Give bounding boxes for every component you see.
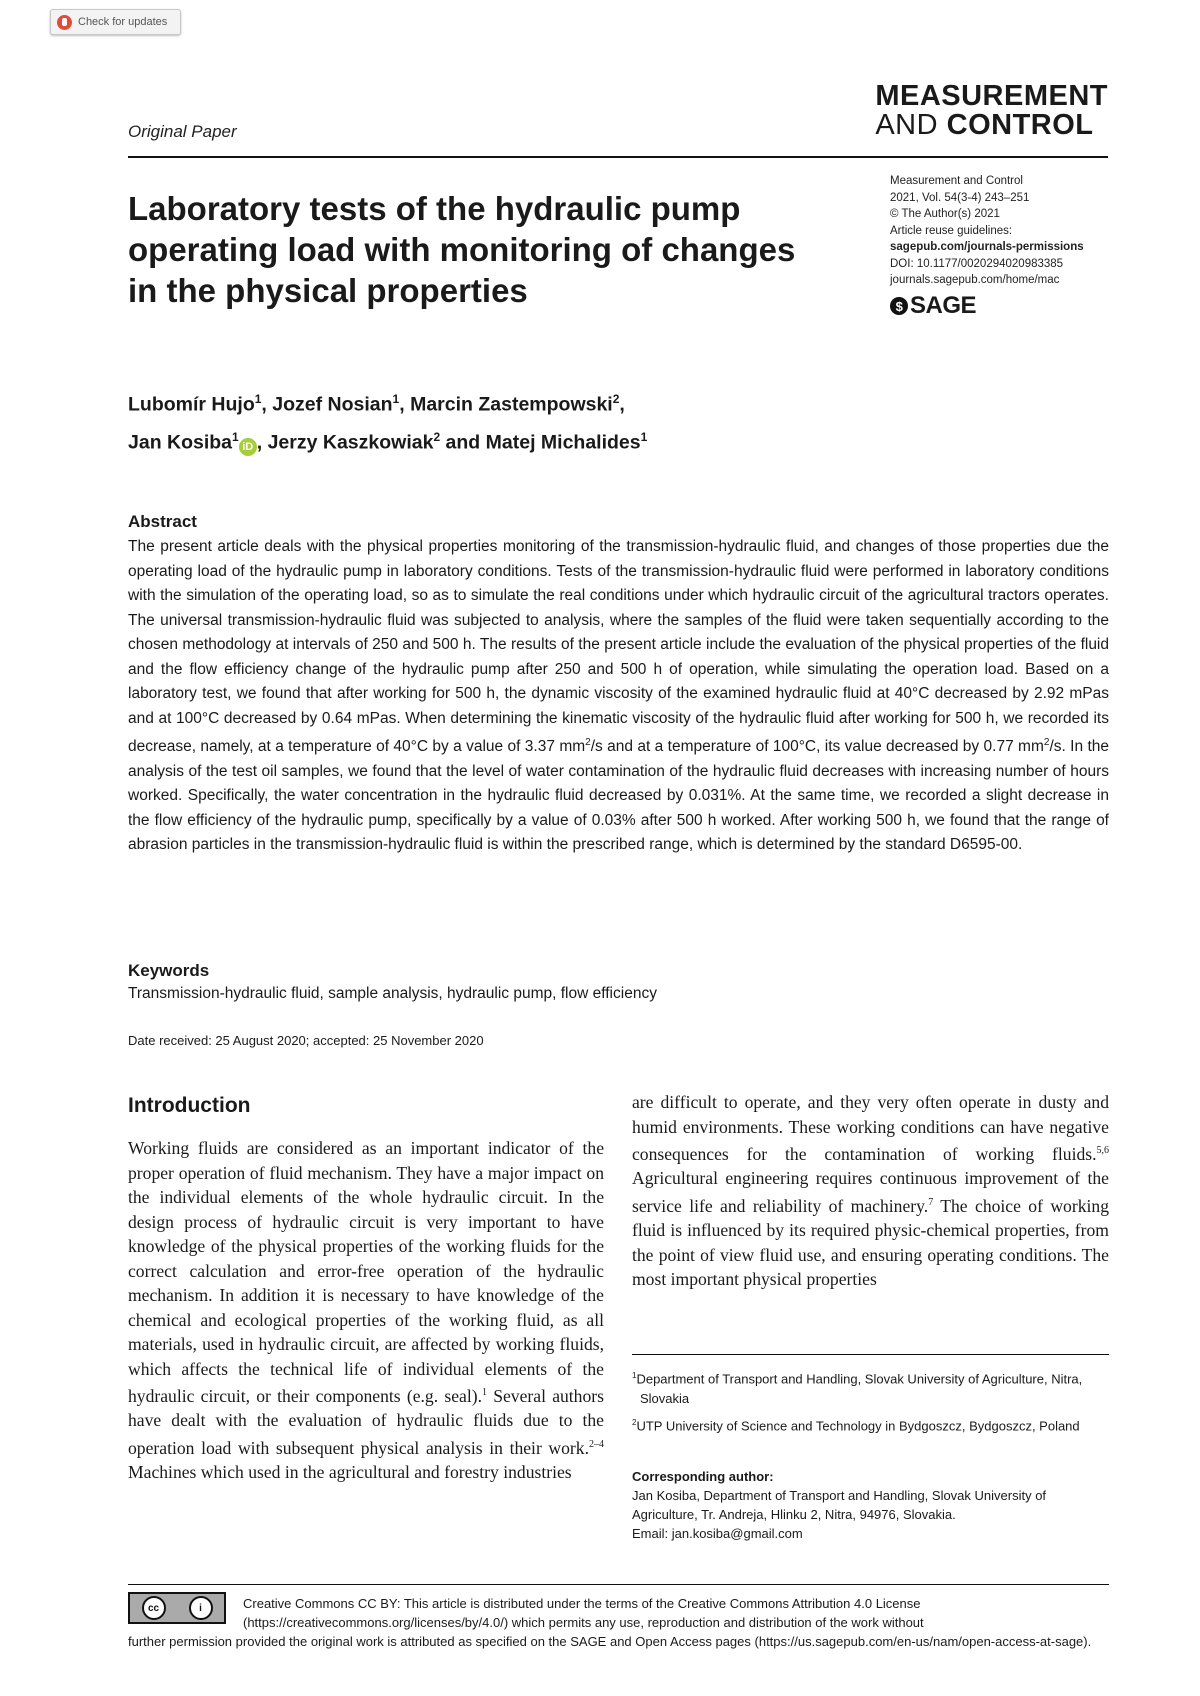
article-type: Original Paper [128, 122, 237, 141]
license-line1: Creative Commons CC BY: This article is distributed under the terms of the Creative Commons Attribution 4.0 License (https://creativecommons.org/licenses/by/4.0/) which permits any use, reproduction and distribution of the work without [243, 1596, 924, 1630]
journal-logo-line2 [875, 111, 1108, 140]
author-name: Lubomír Hujo [128, 393, 255, 416]
journal-logo-control: CONTROL [946, 109, 1094, 141]
body-text: are difficult to operate, and they very often operate in dusty and humid environments. These working conditions can have negative consequences for the contamination of working fluids. [632, 1092, 1109, 1164]
meta-reuse-heading: Article reuse guidelines: [890, 224, 1013, 237]
abstract-text: The present article deals with the physical properties monitoring of the transmission-hydraulic fluid, and changes of those properties due the operating load of the hydraulic pump in laboratory conditions. Tests of the transmission-hydraulic fluid were performed in laboratory conditions with the simulation of the operating load, so as to simulate the real conditions under which hydraulic circuit of the agricultural tractors operates. The universal transmission-hydraulic fluid was subjected to analysis, where the samples of the fluid were taken sequentially according to the chosen methodology at intervals of 250 and 500 h. The results of the present article include the evaluation of the physical properties of the fluid and the flow efficiency change of the hydraulic pump after 250 and 500 h of operation, while simulating the operation load. Based on a laboratory test, we found that after working for 500 h, the dynamic viscosity of the examined hydraulic fluid at 40°C decreased by 2.92 mPas and at 100°C decreased by 0.64 mPas. When determining the kinematic viscosity of the hydraulic fluid after working for 500 h, we recorded its decrease, namely, at a temperature of 40°C by a value of 3.37 mm [128, 538, 1109, 756]
meta-copyright: © The Author(s) 2021 [890, 208, 1000, 220]
orcid-icon[interactable]: iD [239, 438, 257, 456]
abstract-body [128, 535, 1109, 858]
meta-volume: 2021, Vol. 54(3-4) 243–251 [890, 191, 1030, 204]
footnote-divider [632, 1354, 1109, 1355]
cc-icon: cc [142, 1596, 166, 1620]
check-for-updates-button[interactable] [50, 9, 181, 35]
footnote-text: Department of Transport and Handling, Slovak University of Agriculture, Nitra, Slovakia [636, 1371, 1083, 1407]
citation-ref[interactable]: 2–4 [589, 1438, 604, 1450]
paper-title: Laboratory tests of the hydraulic pump operating load with monitoring of changes in the physical properties [128, 190, 796, 309]
author-affiliation: 1 [392, 392, 400, 406]
author-affiliation: 1 [640, 429, 648, 444]
body-text: The choice of working fluid is influenced by its required physic-chemical properties, from the point of view fluid use, and ensuring operating conditions. The most important physical properties [632, 1195, 1109, 1290]
dates-received: Date received: 25 August 2020; accepted: 25 November 2020 [128, 1033, 484, 1048]
superscript: 2 [585, 737, 591, 748]
body-text: Agricultural engineering requires continuous improvement of the service life and reliability of machinery. [632, 1168, 1109, 1216]
bookmark-icon [57, 15, 72, 30]
author-name: Jozef Nosian [272, 393, 393, 416]
by-icon: i [189, 1596, 213, 1620]
header-divider [128, 156, 1108, 158]
author-name: Matej Michalides [485, 431, 641, 453]
introduction-right-column [632, 1090, 1109, 1292]
meta-journal: Measurement and Control [890, 175, 1023, 187]
footnote-number: 1 [632, 1371, 637, 1380]
meta-doi[interactable]: DOI: 10.1177/0020294020983385 [890, 257, 1064, 270]
license-line2: further permission provided the original work is attributed as specified on the SAGE and Open Access pages (https://us.sagepub.com/en-us/nam/open-access-at-sage). [128, 1634, 1092, 1649]
body-text: Several authors have dealt with the evaluation of hydraulic fluids due to the operation load with subsequent physical analysis in their work. [128, 1385, 604, 1458]
journal-logo-and: AND [875, 109, 947, 141]
citation-ref[interactable]: 1 [481, 1387, 487, 1398]
author-name: Marcin Zastempowski [410, 393, 613, 416]
journal-logo [875, 82, 1108, 140]
footnote [632, 1413, 1109, 1436]
keywords-heading: Keywords [128, 961, 210, 980]
meta-journal-link[interactable]: journals.sagepub.com/home/mac [890, 274, 1060, 286]
journal-logo-line1: MEASUREMENT [875, 80, 1108, 112]
footnote-text: UTP University of Science and Technology in Bydgoszcz, Bydgoszcz, Poland [636, 1418, 1080, 1434]
superscript: 2 [1043, 737, 1050, 748]
corresponding-email[interactable]: Email: jan.kosiba@gmail.com [632, 1526, 803, 1541]
meta-permissions-link[interactable]: sagepub.com/journals-permissions [890, 241, 1084, 253]
affiliation-footnotes [632, 1366, 1109, 1437]
journal-meta [890, 173, 1120, 289]
corresponding-heading: Corresponding author: [632, 1469, 774, 1484]
sage-logo [890, 292, 976, 320]
footnote-number: 2 [632, 1418, 637, 1428]
author-affiliation: 1 [232, 429, 239, 444]
author-name: Jan Kosiba [128, 431, 233, 453]
license-text [128, 1594, 1109, 1651]
keywords-text: Transmission-hydraulic fluid, sample analysis, hydraulic pump, flow efficiency [128, 985, 657, 1002]
corresponding-author [632, 1467, 1109, 1543]
check-for-updates-label: Check for updates [78, 16, 168, 28]
footnote [632, 1366, 1109, 1409]
author-list: Lubomír Hujo$^1$, Jozef Nosian$^1$, Marcin Zastempowski$^2$, Jan Kosiba$^1$iD , Jerzy Kaszkowiak$^2$ and Matej Michalides$^1$ [128, 383, 928, 458]
license-divider [128, 1584, 1109, 1585]
citation-ref[interactable]: 5,6 [1096, 1145, 1109, 1156]
abstract-text: /s. In the analysis of the test oil samples, we found that the level of water contamination of the hydraulic fluid decreases with increasing number of hours worked. Specifically, the water concentration in the hydraulic fluid decreased by 0.031%. At the same time, we recorded a slight decrease in the flow efficiency of the hydraulic pump, specifically by a value of 0.03% after 500 h worked. After working 500 h, we found that the range of abrasion particles in the transmission-hydraulic fluid is within the prescribed range, which is determined by the standard D6595-00. [128, 738, 1110, 854]
author-name: Jerzy Kaszkowiak [267, 431, 434, 453]
introduction-left-column [128, 1136, 604, 1485]
abstract-text: /s and at a temperature of 100°C, its value decreased by 0.77 mm [590, 738, 1044, 756]
author-affiliation: 1 [254, 392, 262, 406]
body-text: Working fluids are considered as an important indicator of the proper operation of fluid mechanism. They have a major impact on the individual elements of the whole hydraulic circuit. In the design process of hydraulic circuit is very important to have knowledge of the physical properties of the working fluids for the correct calculation and error-free operation of the hydraulic mechanism. In addition it is necessary to have knowledge of the chemical and ecological properties of the working fluid, as all materials, used in hydraulic circuit, are affected by working fluids, which affects the technical life of individual elements of the hydraulic circuit, or their components (e.g. seal). [128, 1138, 604, 1406]
citation-ref[interactable]: 7 [928, 1196, 934, 1208]
author-affiliation: 2 [433, 429, 441, 444]
introduction-heading: Introduction [128, 1094, 251, 1117]
corresponding-address: Jan Kosiba, Department of Transport and Handling, Slovak University of Agriculture, Tr. Andreja, Hlinku 2, Nitra, 94976, Slovakia. [632, 1488, 1047, 1522]
body-text: Machines which used in the agricultural and forestry industries [128, 1462, 572, 1483]
author-affiliation: 2 [612, 392, 620, 406]
sage-s-icon: $ [890, 297, 908, 315]
sage-logo-text: SAGE [910, 292, 977, 319]
abstract-heading: Abstract [128, 512, 197, 531]
